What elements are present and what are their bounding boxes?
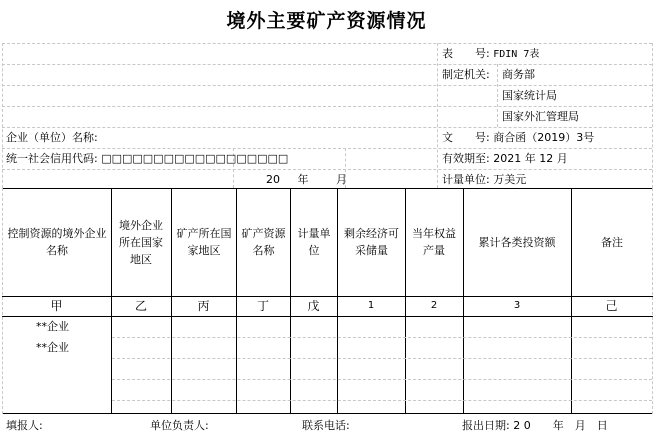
authority-line-3: 国家外汇管理局 [502, 110, 579, 123]
header-unit: 计量单位 [297, 227, 331, 257]
valid-until: 有效期至: 2021 年 12 月 [442, 152, 568, 165]
authority-line-1: 商务部 [502, 68, 535, 81]
credit-code: 统一社会信用代码: □□□□□□□□□□□□□□□□□□ [6, 152, 289, 165]
code-2: 2 [430, 300, 438, 311]
credit-code-boxes[interactable]: □□□□□□□□□□□□□□□□□□ [101, 152, 289, 165]
footer-phone: 联系电话: [302, 419, 350, 432]
authority-label: 制定机关: [442, 68, 490, 81]
code-jia: 甲 [50, 299, 63, 313]
document-number: 文 号: 商合函（2019）3号 [442, 131, 595, 144]
header-mineral-name: 矿产资源名称 [241, 227, 286, 257]
measurement-unit: 计量单位: 万美元 [442, 173, 527, 186]
header-investment: 累计各类投资额 [478, 235, 556, 249]
code-ding: 丁 [256, 299, 269, 313]
header-enterprise-location: 境外企业所在国家地区 [119, 218, 163, 266]
code-ji: 己 [605, 299, 618, 313]
code-3: 3 [513, 300, 521, 311]
report-period: 20 年 月 [266, 173, 347, 186]
header-mineral-location: 矿产所在国家地区 [176, 227, 232, 257]
header-enterprise-name: 控制资源的境外企业名称 [7, 227, 107, 257]
header-reserves: 剩余经济可采储量 [344, 227, 399, 257]
footer-report-date: 报出日期: 2 0 年 月 日 [462, 419, 608, 432]
company-name-label: 企业（单位）名称: [6, 131, 98, 144]
header-annual-output: 当年权益产量 [412, 227, 456, 257]
enterprise-row-1[interactable]: **企业 [36, 320, 69, 333]
authority-line-2: 国家统计局 [502, 89, 557, 102]
code-bing: 丙 [197, 299, 210, 313]
footer-unit-head: 单位负责人: [150, 419, 209, 432]
code-yi: 乙 [134, 299, 147, 313]
code-wu: 戊 [307, 299, 320, 313]
enterprise-row-2[interactable]: **企业 [36, 341, 69, 354]
form-number: 表 号: FDIN 7表 [442, 47, 540, 60]
code-1: 1 [367, 300, 375, 311]
footer-filler: 填报人: [6, 419, 43, 432]
header-remarks: 备注 [601, 235, 623, 249]
page-title: 境外主要矿产资源情况 [226, 10, 427, 32]
